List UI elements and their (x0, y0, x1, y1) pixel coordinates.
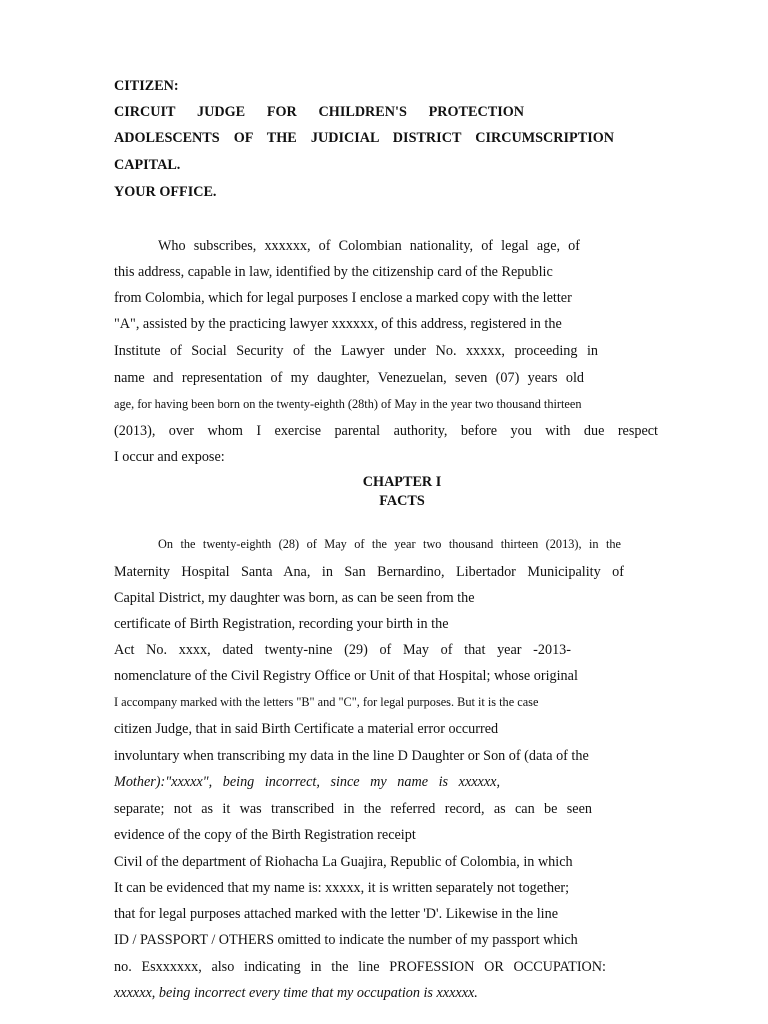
facts-line-14: It can be evidenced that my name is: xxxxx, it is written separately not together; (114, 880, 570, 896)
facts-line-10: Mother):"xxxxx", being incorrect, since my name is xxxxxx, (114, 774, 500, 790)
facts-line-1: On the twenty-eighth (28) of May of the year two thousand thirteen (2013), in the (158, 537, 621, 551)
facts-line-4: certificate of Birth Registration, recording your birth in the (114, 616, 449, 632)
facts-line-15: that for legal purposes attached marked with the letter 'D'. Likewise in the line (114, 906, 558, 922)
facts-line-13: Civil of the department of Riohacha La Guajira, Republic of Colombia, in which (114, 854, 573, 870)
intro-line-4: "A", assisted by the practicing lawyer xxxxxx, of this address, registered in the (114, 316, 562, 332)
facts-line-9: involuntary when transcribing my data in the line D Daughter or Son of (data of the (114, 748, 589, 764)
intro-line-9: I occur and expose: (114, 449, 225, 465)
intro-line-2: this address, capable in law, identified by the citizenship card of the Republic (114, 264, 553, 280)
address-line-capital: CAPITAL. (114, 157, 181, 173)
intro-line-5: Institute of Social Security of the Lawyer under No. xxxxx, proceeding in (114, 343, 598, 359)
intro-line-3: from Colombia, which for legal purposes I enclose a marked copy with the letter (114, 290, 572, 306)
intro-line-7: age, for having been born on the twenty-eighth (28th) of May in the year two thousand thirteen (114, 397, 582, 411)
intro-line-6: name and representation of my daughter, Venezuelan, seven (07) years old (114, 370, 584, 386)
intro-line-8: (2013), over whom I exercise parental authority, before you with due respect (114, 423, 658, 439)
intro-line-1: Who subscribes, xxxxxx, of Colombian nationality, of legal age, of (158, 238, 580, 254)
facts-line-7: I accompany marked with the letters "B" and "C", for legal purposes. But it is the case (114, 695, 539, 709)
facts-line-5: Act No. xxxx, dated twenty-nine (29) of May of that year -2013- (114, 642, 571, 658)
facts-line-2: Maternity Hospital Santa Ana, in San Bernardino, Libertador Municipality of (114, 564, 624, 580)
address-line-office: YOUR OFFICE. (114, 184, 217, 200)
facts-line-18: xxxxxx, being incorrect every time that my occupation is xxxxxx. (114, 985, 478, 1001)
facts-line-12: evidence of the copy of the Birth Registration receipt (114, 827, 416, 843)
facts-line-11: separate; not as it was transcribed in the referred record, as can be seen (114, 801, 592, 817)
chapter-title: CHAPTER I (362, 474, 442, 490)
address-line-district: ADOLESCENTS OF THE JUDICIAL DISTRICT CIRCUMSCRIPTION (114, 130, 614, 146)
facts-line-6: nomenclature of the Civil Registry Office or Unit of that Hospital; whose original (114, 668, 578, 684)
facts-line-8: citizen Judge, that in said Birth Certificate a material error occurred (114, 721, 499, 737)
facts-line-3: Capital District, my daughter was born, as can be seen from the (114, 590, 475, 606)
facts-line-16: ID / PASSPORT / OTHERS omitted to indicate the number of my passport which (114, 932, 578, 948)
address-line-citizen: CITIZEN: (114, 78, 179, 94)
address-line-judge: CIRCUIT JUDGE FOR CHILDREN'S PROTECTION (114, 104, 524, 120)
facts-line-17: no. Esxxxxxx, also indicating in the line PROFESSION OR OCCUPATION: (114, 959, 606, 975)
chapter-subtitle: FACTS (379, 493, 425, 509)
